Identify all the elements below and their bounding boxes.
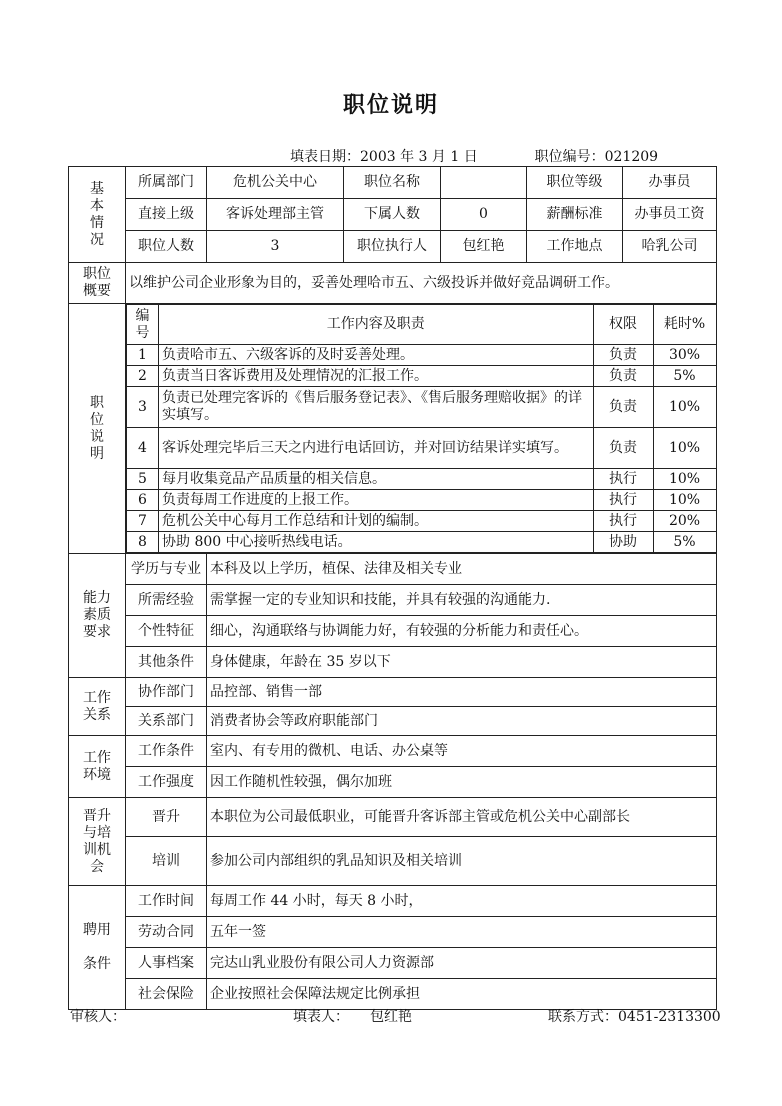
table-row: 工作 环境 工作条件 室内、有专用的微机、电话、办公桌等: [69, 736, 717, 767]
fill-date: 2003 年 3 月 1 日: [360, 149, 478, 165]
duty-header-content: 工作内容及职责: [159, 305, 594, 345]
superior-value: 客诉处理部主管: [207, 199, 344, 231]
subordinates-label: 下属人数: [344, 199, 441, 231]
filler-label: 填表人：: [293, 1009, 349, 1025]
job-description-table: [68, 166, 717, 1010]
section-relations: 工作 关系: [69, 678, 126, 736]
position-name-value: [441, 167, 527, 199]
position-name-label: 职位名称: [344, 167, 441, 199]
section-promotion: 晋升 与培 训机 会: [69, 798, 126, 886]
location-label: 工作地点: [527, 231, 623, 263]
headcount-label: 职位人数: [126, 231, 207, 263]
job-no: 021209: [604, 149, 659, 165]
duty-header-authority: 权限: [593, 305, 653, 345]
executor-label: 职位执行人: [344, 231, 441, 263]
table-row: 6 负责每周工作进度的上报工作。 执行 10%: [127, 490, 717, 511]
section-employment: 聘用 条件: [69, 886, 126, 1010]
table-row: 个性特征 细心，沟通联络与协调能力好，有较强的分析能力和责任心。: [69, 616, 717, 647]
table-row: 2 负责当日客诉费用及处理情况的汇报工作。 负责 5%: [127, 366, 717, 387]
form-meta: [290, 146, 658, 166]
table-row: 培训 参加公司内部组织的乳品知识及相关培训: [69, 837, 717, 886]
table-row: 人事档案 完达山乳业股份有限公司人力资源部: [69, 948, 717, 979]
salary-label: 薪酬标准: [527, 199, 623, 231]
reviewer-label: 审核人：: [70, 1009, 126, 1025]
duty-header-time: 耗时%: [653, 305, 716, 345]
section-summary: 职位 概要: [69, 263, 126, 304]
filler-value: 包红艳: [370, 1009, 412, 1025]
superior-label: 直接上级: [126, 199, 207, 231]
section-duties: 职 位 说 明: [69, 304, 126, 554]
table-row: 工作 关系 协作部门 品控部、销售一部: [69, 678, 717, 707]
dept-label: 所属部门: [126, 167, 207, 199]
table-row: 7 危机公关中心每月工作总结和计划的编制。 执行 20%: [127, 511, 717, 532]
contact: [548, 1006, 721, 1026]
location-value: 哈乳公司: [623, 231, 717, 263]
contact-label: 联系方式：: [548, 1009, 618, 1025]
section-environment: 工作 环境: [69, 736, 126, 798]
salary-value: 办事员工资: [623, 199, 717, 231]
page-title: 职位说明: [342, 92, 439, 118]
table-row: 3 负责已处理完客诉的《售后服务登记表》、《售后服务理赔收据》的详实填写。 负责 10%: [127, 387, 717, 428]
headcount-value: 3: [207, 231, 344, 263]
duties-table: [126, 304, 717, 553]
job-no-label: 职位编号：: [534, 149, 605, 165]
table-row: 工作强度 因工作随机性较强，偶尔加班: [69, 767, 717, 798]
table-row: 其他条件 身体健康，年龄在 35 岁以下: [69, 647, 717, 678]
grade-value: 办事员: [623, 167, 717, 199]
table-row: 社会保险 企业按照社会保障法规定比例承担: [69, 979, 717, 1010]
subordinates-value: 0: [441, 199, 527, 231]
table-row: 劳动合同 五年一签: [69, 917, 717, 948]
summary-text: 以维护公司企业形象为目的，妥善处理哈市五、六级投诉并做好竞品调研工作。: [126, 263, 717, 304]
section-ability: 能力 素质 要求: [69, 554, 126, 678]
table-row: 聘用 条件 工作时间 每周工作 44 小时，每天 8 小时，: [69, 886, 717, 917]
executor-value: 包红艳: [441, 231, 527, 263]
table-row: 所需经验 需掌握一定的专业知识和技能，并具有较强的沟通能力.: [69, 585, 717, 616]
fill-date-label: 填表日期：: [290, 149, 360, 165]
table-row: 4 客诉处理完毕后三天之内进行电话回访，并对回访结果详实填写。 负责 10%: [127, 428, 717, 469]
table-row: 8 协助 800 中心接听热线电话。 协助 5%: [127, 532, 717, 553]
grade-label: 职位等级: [527, 167, 623, 199]
table-row: 关系部门 消费者协会等政府职能部门: [69, 707, 717, 736]
table-row: 1 负责哈市五、六级客诉的及时妥善处理。 负责 30%: [127, 345, 717, 366]
table-row: 晋升 与培 训机 会 晋升 本职位为公司最低职业，可能晋升客诉部主管或危机公关中心副部长: [69, 798, 717, 837]
duty-header-no: 编 号: [127, 305, 159, 345]
table-row: 能力 素质 要求 学历与专业 本科及以上学历，植保、法律及相关专业: [69, 554, 717, 585]
dept-value: 危机公关中心: [207, 167, 344, 199]
section-basic: 基 本 情 况: [69, 167, 126, 263]
contact-value: 0451-2313300: [618, 1009, 721, 1025]
table-row: 5 每月收集竞品产品质量的相关信息。 执行 10%: [127, 469, 717, 490]
